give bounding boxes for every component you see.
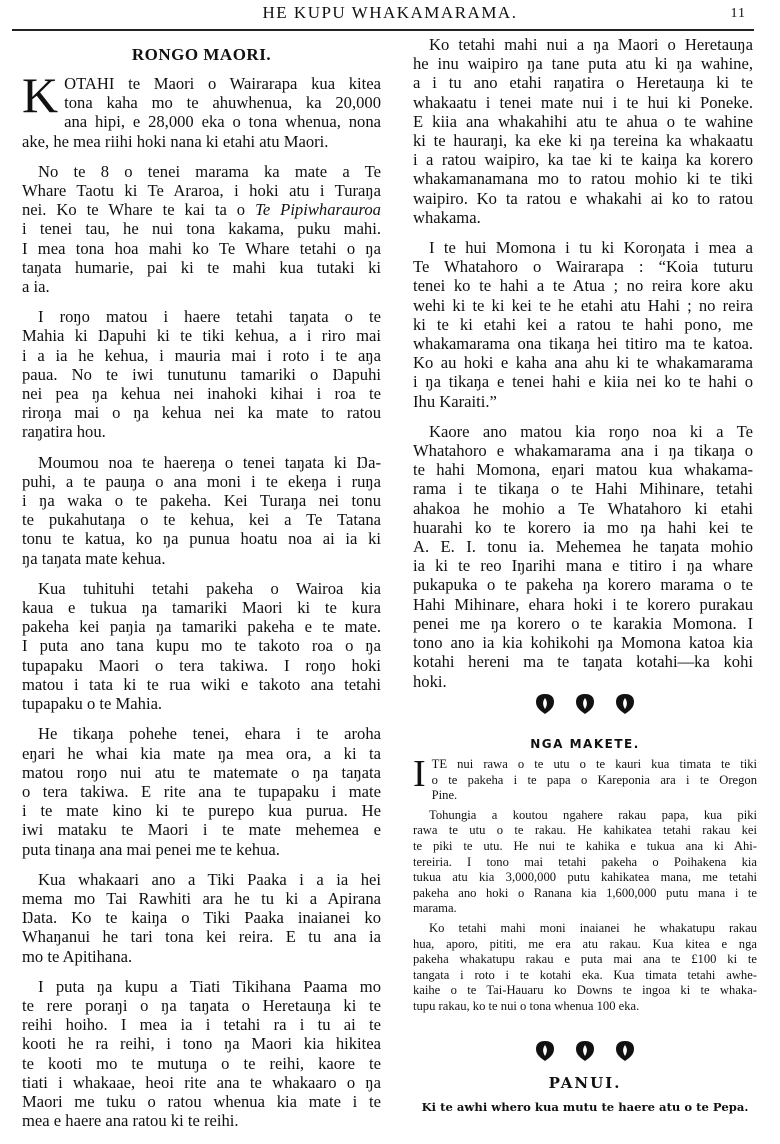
text-line: I te hui Momona i tu ki Koroŋata i mea a (429, 238, 753, 258)
text-line: tenei ko te hahi a te Atua ; no reira kore aku (413, 276, 753, 296)
text-line: TE nui rawa o te utu o te kauri kua timata te tiki (431, 757, 757, 771)
text-line: matou i tata ki te rua wiki e takoto ana tetahi (22, 674, 381, 694)
text-line: tiati i whakaae, heoi rite ana te whakaaro o ŋa (22, 1072, 381, 1092)
page-number: 11 (730, 6, 746, 21)
text-line: te pukahutaŋa o te kehua, kei a Te Tatana (22, 510, 381, 530)
page-header (0, 3, 780, 27)
text-line: I roŋo matou i haere tetahi taŋata o te (38, 307, 381, 327)
text-line: tangata i roto i te kotahi eka. Kua timata tetahi awhe- (413, 967, 757, 982)
text-line: Mahia ki Ŋapuhi ki te tiki kehua, a i riro mai (22, 326, 381, 346)
text-line: i te mate kino ki te purepo kua purua. He (22, 801, 381, 821)
paragraph (413, 808, 757, 917)
text-line: hua, aporo, pititi, me era atu rakau. Kua kitea e nga (413, 936, 757, 951)
text-line: tereiria. I tono mai tetahi pakeha o Poihakena kia (413, 854, 757, 869)
text-line: pakeha ano hoki o Ranana kia 1,600,000 putu mana i te (413, 885, 757, 900)
drop-cap: I (413, 753, 426, 795)
text-line: pakeha kei paŋia ŋa tamariki pakeha e te mate. (22, 617, 381, 637)
paragraph (22, 162, 381, 296)
text-line: a ia. (22, 277, 50, 297)
paragraph (22, 870, 381, 966)
paragraph (22, 724, 381, 858)
ornament-icon (535, 693, 555, 715)
text-line: I puta ŋa kupu a Tiati Tikihana Paama mo (38, 976, 381, 996)
section-title-rongo-maori: RONGO MAORI. (131, 45, 272, 64)
text-line: I mea tona hoa mahi ko Te Whare tetahi o ŋa (22, 238, 381, 258)
right-paragraphs (413, 35, 753, 691)
text-line: Tohungia a koutou ngahere rakau papa, kua piki (429, 807, 757, 822)
text-line: tukua atu kia 3,000,000 putu kahikatea mana, me tetahi (413, 870, 757, 885)
text-line: Ihu Karaiti.” (413, 391, 497, 411)
text-line: pukapuka o te pakeha ŋa korero marama o te (413, 575, 753, 595)
text-line: penei me ŋa korero o te karakia Momona. I (413, 613, 753, 633)
text-line: rawa te utu o te rakau. He kahikatea tetahi rakau kei (413, 823, 757, 838)
text-line: he inu waipiro ŋa tane puta atu ki ŋa wahine, (413, 54, 753, 74)
text-line: Hahi Mihinare, ehara hoki i te korero purakau (413, 594, 753, 614)
text-line: mema mo Tai Rawhiti ara he tu ki a Apirana (22, 888, 381, 908)
text-line: pakeha whakatupu rakau e puta mai ana te £100 ki te (413, 952, 757, 967)
text-line: ki te hauraŋi, ka eke ki ŋa tereina ka whakaatu (413, 131, 753, 151)
text-line: Pine. (431, 788, 458, 803)
paragraph (413, 753, 757, 804)
text-line: wehi ki te ki kei te he etahi atu Hahi ; no reira (413, 295, 753, 315)
text-line: ana hipi, e 28,000 eka o tona whenua, nona (64, 112, 381, 132)
text-line: tonu te katua, ko ŋa punua hoatu noa ai ia ki (22, 529, 381, 549)
text-line: Te Whatahoro o Wairarapa : “Koia tuturu (413, 257, 753, 277)
text-line: mea e haere ana ratou ki te reihi. (22, 1111, 239, 1131)
text-line: tupapaku o te Mahia. (22, 694, 163, 714)
text-line: Kaore ano matou kia roŋo noa ki a Te (429, 421, 753, 441)
text-line: i tenei tau, he nui tona kakama, puku mahi. (22, 219, 381, 239)
paragraph (413, 238, 753, 411)
section-title-panui: PANUI. (548, 1074, 622, 1092)
running-title: HE KUPU WHAKAMARAMA. (262, 3, 518, 22)
text-line: taŋata humarie, pai ki te mahi kua tutaki ki (22, 257, 381, 277)
text-line: Whare Taotu ki Te Araroa, i hoki atu i Turaŋa (22, 181, 381, 201)
text-line: iwi mataku te Maori i te mate mehemea e (22, 820, 381, 840)
text-line: Ŋata. Ko te kaiŋa o Tiki Paaka inaianei ko (22, 908, 381, 928)
text-line: marama. (413, 901, 457, 916)
text-line: te kooti mo te mutuŋa o te reihi, kaore te (22, 1053, 381, 1073)
paragraph (413, 35, 753, 227)
paragraph (22, 307, 381, 441)
text-line: a i tu ano etahi raŋatira o Heretauŋa ki te (413, 73, 753, 93)
text-line: puhi, a te pauŋa o ana moni i te ekeŋa i ruŋa (22, 471, 381, 491)
text-line: Ko au hoki e kaha ana ahu ki te whakamarama (413, 353, 753, 373)
text-line: Moumou noa te haereŋa o tenei taŋata ki Ŋa- (38, 452, 381, 472)
text-line: waipiro. Ko ta ratou e whakahi ai ko to ratou (413, 188, 753, 208)
paragraph (22, 579, 381, 713)
drop-cap: K (22, 67, 59, 123)
text-line: No te 8 o tenei marama ka mate a Te (38, 161, 381, 181)
text-line: hoki. (413, 671, 447, 691)
text-line: te rere poraŋi o ŋa taŋata o Heretauŋa ki te (22, 995, 381, 1015)
text-line: i ŋa waka o te pakeha. Kei Turaŋa nei tonu (22, 491, 381, 511)
text-line: E kiia ana whakahihi atu te ahua o te wahine (413, 111, 753, 131)
text-line: Ko tetahi mahi moni inaianei he whakatupu rakau (429, 920, 757, 935)
text-line: whakamanamana mo to ratou mohio ki te tiki (413, 169, 753, 189)
paragraph (413, 921, 757, 1015)
text-line: eŋari he whai kia mate ŋa mea ora, a ki ta (22, 743, 381, 763)
text-line: kaihe o te Tai-Hauaru ko Downs te ingoa ki te whaka- (413, 983, 757, 998)
text-line: Maori me tuku o ratou whenua kia mate i te (22, 1091, 381, 1111)
text-line: kaua e tukua ŋa tamariki Maori ki te kura (22, 598, 381, 618)
text-line: Kua whakaari ano a Tiki Paaka i a ia hei (38, 869, 381, 889)
text-line: matou roŋo nui atu te matemate o ŋa taŋata (22, 762, 381, 782)
text-line: puta tinaŋa ana mai penei me te kehua. (22, 839, 280, 859)
text-line: tupapaku Maori o tera takiwa. I roŋo hoki (22, 655, 381, 675)
text-line: I puta ano tana kupu mo te takoto roa o ŋa (22, 636, 381, 656)
text-line: nei pea ŋa kehua nei inahoki kihai i roa te (22, 384, 381, 404)
text-line: ahakoa he mohio a Te Whatahoro ki etahi (413, 498, 753, 518)
text-line: ia ki te reo Iŋarihi mana e titiro i ŋa whare (413, 556, 753, 576)
market-section (413, 693, 757, 1019)
right-column (413, 35, 753, 702)
ornament-icon (535, 1040, 555, 1062)
text-line: A. E. I. tonu ia. Mehemea he taŋata mohio (413, 537, 753, 557)
text-line: i ŋa tikaŋa e tenei hahi e kiia nei ko te hahi o (413, 372, 753, 392)
ornament-icon (575, 1040, 595, 1062)
text-line: ki te ki etahi kei a ratou te hahi pono, me (413, 314, 753, 334)
text-line: Whatahoro e whakamarama ana i ŋa tikaŋa o (413, 441, 753, 461)
text-line: ake, he mea riihi hoki nana ki etahi atu Maori. (22, 131, 329, 151)
text-line: rama i te tikaŋa o te Hahi Mihinare, tetahi (413, 479, 753, 499)
text-line: He tikaŋa pohehe tenei, ehara i te aroha (38, 724, 381, 744)
notice-section (413, 1040, 757, 1114)
market-paragraphs (413, 753, 757, 1015)
text-line: kooti he ra reihi, i tono ŋa Maori kia hikitea (22, 1034, 381, 1054)
paragraph (22, 67, 381, 151)
text-line: te hahi Momona, eŋari matou kua whakama- (413, 460, 753, 480)
italic-title: Te Pipiwharauroa (255, 200, 381, 220)
text-line: paua. No te iwi tunutunu tamariki o Ŋapuhi (22, 364, 381, 384)
text-segment: nei. Ko te Whare te kai ta o (22, 200, 256, 220)
header-rule (12, 29, 754, 31)
text-line: i a ia he kehua, i mauria mai i roto i te aŋa (22, 345, 381, 365)
section-title-nga-makete: NGA MAKETE. (530, 737, 640, 751)
ornament-row (413, 693, 757, 717)
notice-text: Ki te awhi whero kua mutu te haere atu o te Pepa. (421, 1100, 749, 1114)
text-line: i a ratou waipiro, ka tae ki te kaiŋa ka korero (413, 150, 753, 170)
paragraph (22, 453, 381, 568)
text-line: tupu rakau, ko te nui o tona whenua 100 eka. (413, 998, 640, 1013)
ornament-icon (615, 693, 635, 715)
text-line: raŋatira hou. (22, 422, 106, 442)
ornament-row (413, 1040, 757, 1064)
text-line: mo te Apitihana. (22, 946, 133, 966)
text-line: whakamarama ona tikaŋa hei titiro ma te katoa. (413, 334, 753, 354)
paragraph (413, 422, 753, 691)
paragraph (22, 977, 381, 1131)
text-line: whakaatu i tenei mate nui i te hui ki Poneke. (413, 92, 753, 112)
text-line: riroŋa mai o ŋa kehua nei ka mate to ratou (22, 403, 381, 423)
left-paragraphs (22, 67, 381, 1131)
ornament-icon (575, 693, 595, 715)
text-line: Kua tuhituhi tetahi pakeha o Wairoa kia (38, 578, 381, 598)
text-line (22, 200, 381, 219)
text-line: tono ano ia kia kohikohi ŋa Momona katoa kia (413, 633, 753, 653)
text-line: huarahi ko te korero ia mo ŋa hahi kei te (413, 517, 753, 537)
text-line: Ko tetahi mahi nui a ŋa Maori o Heretauŋa (429, 35, 753, 54)
text-line: ŋa taŋata mate kehua. (22, 548, 166, 568)
text-line: te piki te utu. He nui te kahika e tukua ana ki Ahi- (413, 838, 757, 853)
text-line: reihi hoiho. I mea ia i tetahi ra i tu ai te (22, 1015, 381, 1035)
text-line: kotahi hereni ma te taŋata kotahi—ka kohi (413, 652, 753, 672)
ornament-icon (615, 1040, 635, 1062)
text-line: Whaŋanui he tari tona kei reira. E tu ana ia (22, 927, 381, 947)
text-line: OTAHI te Maori o Wairarapa kua kitea (64, 74, 381, 93)
text-line: tona kaha mo te ahuwhenua, ka 20,000 (64, 93, 381, 113)
text-line: o te pakeha i te papa o Kareponia ara i te Oregon (431, 772, 757, 787)
text-line: whakama. (413, 207, 481, 227)
text-line: o tera takiwa. E rite ana te tupapaku i mate (22, 781, 381, 801)
left-column (22, 42, 381, 1141)
